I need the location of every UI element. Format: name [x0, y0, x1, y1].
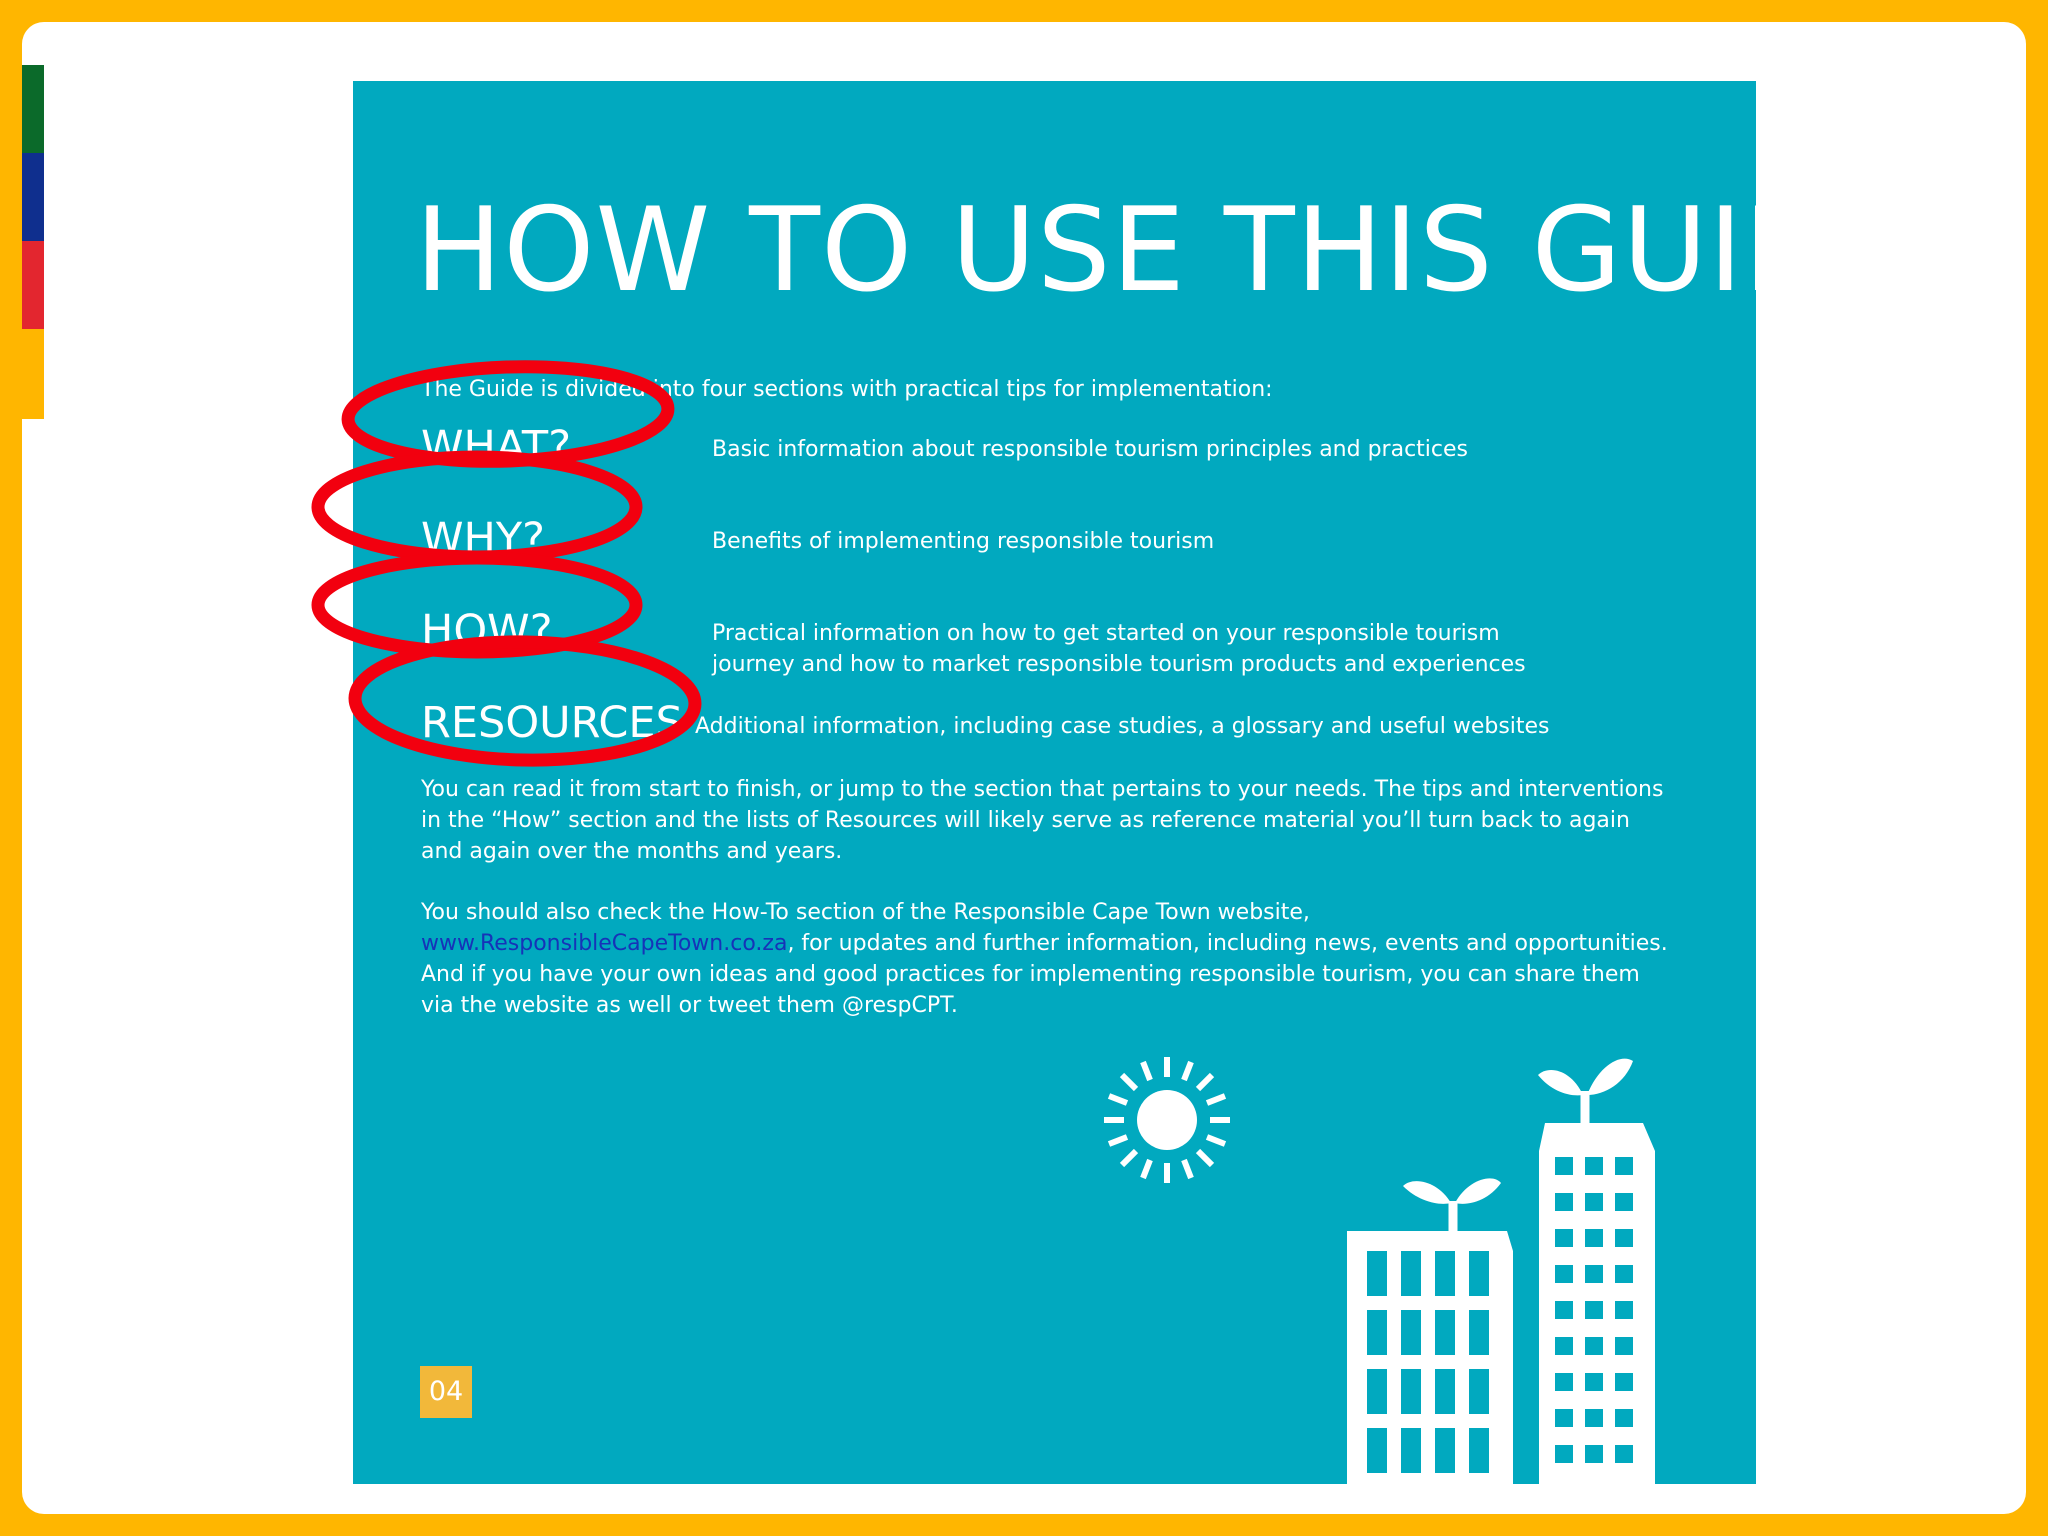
section-desc-what: Basic information about responsible tourism principles and practices: [712, 437, 1468, 462]
section-desc-how-line2: journey and how to market responsible tourism products and experiences: [712, 652, 1526, 677]
flag-stripe-yellow: [22, 329, 44, 419]
intro-text: The Guide is divided into four sections with practical tips for implementation:: [421, 377, 1273, 402]
section-desc-why: Benefits of implementing responsible tourism: [712, 529, 1215, 554]
section-label-what: WHAT?: [421, 422, 572, 472]
page-number: 04: [420, 1366, 472, 1418]
website-text-before: You should also check the How-To section of the Responsible Cape Town website,: [421, 900, 1310, 925]
section-desc-how: [712, 618, 1612, 680]
section-label-how: HOW?: [421, 606, 553, 656]
flag-stripe-blue: [22, 153, 44, 241]
section-label-why: WHY?: [421, 514, 545, 564]
reading-paragraph: You can read it from start to finish, or jump to the section that pertains to your needs. The tips and interventions in the “How” section and the lists of Resources will likely serve as reference material you’ll turn back to again and again over the months and years.: [421, 777, 1664, 864]
website-text-after: , for updates and further information, including news, events and opportunities. And if you have your own ideas and good practices for implementing responsible tourism, you can share them via the website as well or tweet them @respCPT.: [421, 931, 1668, 1018]
flag-stripe-red: [22, 241, 44, 329]
section-desc-how-line1: Practical information on how to get started on your responsible tourism: [712, 621, 1500, 646]
buildings-with-sprouts-illustration: [1343, 1051, 1663, 1484]
page-title: HOW TO USE THIS GUIDE: [415, 183, 1909, 318]
flag-stripe-green: [22, 65, 44, 153]
sun-icon: [1102, 1055, 1232, 1185]
guide-page: [353, 81, 1909, 1484]
section-label-resources: RESOURCES: [421, 698, 683, 748]
website-paragraph: [421, 897, 1671, 1021]
slide: [22, 22, 2026, 1514]
section-desc-resources: Additional information, including case studies, a glossary and useful websites: [695, 714, 1550, 739]
website-link[interactable]: www.ResponsibleCapeTown.co.za: [421, 931, 788, 956]
